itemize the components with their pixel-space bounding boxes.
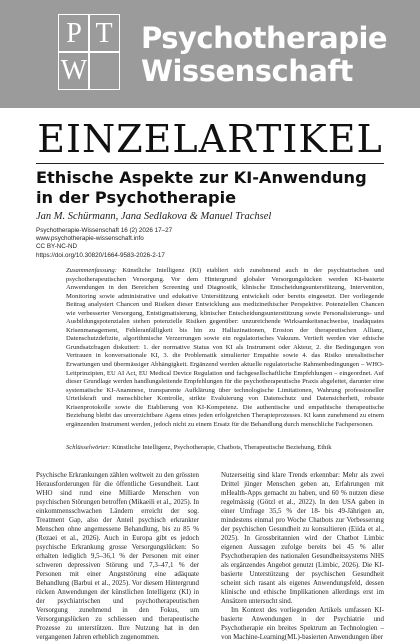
body-paragraph: Psychische Erkrankungen zählen weltweit zu den grössten Herausforderungen für die öffentliche Gesundheit. Laut WHO sind rund eine Milliarde Menschen von psychischen Störungen betroffen (Mikaeili et al., 2025). In einkommensschwachen Ländern erreicht der sog. Treatment Gap, also der Anteil psychisch erkrankter Menschen ohne angemessene Behandlung, bis zu 85 % (Rezaei et al., 2026). Auch in Europa gibt es jedoch psychische Erkrankung grosse Versorgungslücken: So erhalten lediglich 9,5–36,1 % der Personen mit einer schweren depressiven Störung und 7,3–47,1 % der Personen mit einer Angststörung eine adäquate Behandlung (Barbui et al., 2025). Vor diesem Hintergrund rücken Anwendungen der künstlichen Intelligenz (KI) in der psychiatrischen und psychotherapeutischen Versorgung zunehmend in den Fokus, um Versorgungslücken zu schliessen und therapeutische Prozesse zu unterstützen. Ihre Nutzung hat in den vergangenen Jahren erheblich zugenommen. — [36, 471, 199, 641]
meta-website-link[interactable]: www.psychotherapie-wissenschaft.info — [36, 235, 144, 243]
journal-header — [0, 0, 420, 108]
abstract — [66, 267, 384, 429]
journal-title-line2: Wissenschaft — [141, 54, 353, 88]
meta-citation: Psychotherapie-Wissenschaft 16 (2) 2026 17–27 — [36, 227, 173, 234]
logo-divider-horizontal — [59, 51, 119, 53]
body-paragraph: Nutzerseitig sind klare Trends erkennbar: Mehr als zwei Drittel jünger Menschen geben an, Erfahrungen mit mHealth-Apps gemacht zu haben, und 60 % nutzen diese regelmässig (Götzl et al., 2022). In den USA gaben in einer Umfrage 35,5 % der 18- bis 49-Jährigen an, mindestens einmal pro Woche Chatbots zur Verbesserung der psychischen Gesundheit zu konsultieren (Eiida et al., 2025). In Grossbritannien wird der Chatbot Limbic eigenen Aussagen zufolge bereits bei 45 % aller Psychotherapien des nationalen Gesundheitssystems NHS als ergänzendes Angebot genutzt (Limbic, 2026). Die KI-basierte Unterstützung der psychischen Gesundheit scheint sich rasant als eigenes Anwendungsfeld, dessen klinische und ethische Implikationen allerdings erst im Ansätzen untersucht sind. — [221, 471, 384, 605]
section-banner: EINZELARTIKEL — [37, 117, 383, 161]
body-column-right — [221, 471, 384, 642]
keywords — [66, 444, 384, 453]
article-title: Ethische Aspekte zur KI-Anwendung in der Psychotherapie — [36, 168, 367, 207]
body-paragraph: Im Kontext des vorliegenden Artikels umfassen KI-basierte Anwendungen in der Psychiatrie und Psychotherapie ein breites Spektrum an Technologien – von Machine-Learning(ML)-basierten Anwendungen über — [221, 606, 384, 641]
logo-letter-w: W — [60, 55, 88, 86]
abstract-label: Zusammenfassung: — [66, 267, 117, 274]
top-divider — [36, 163, 384, 164]
logo-letter-empty — [89, 52, 119, 89]
body-column-left — [36, 471, 199, 642]
keywords-text: Künstliche Intelligenz, Psychotherapie, Chatbots, Therapeutische Beziehung, Ethik — [111, 444, 332, 451]
journal-title-line1: Psychotherapie — [141, 21, 388, 55]
logo-letter-p: P — [66, 18, 82, 49]
journal-logo — [58, 14, 120, 90]
keywords-label: Schlüsselwörter: — [66, 444, 111, 451]
meta-doi-link[interactable]: https://doi.org/10.30820/1664-9583-2026-2-17 — [36, 251, 165, 259]
abstract-text: Künstliche Intelligenz (KI) etabliert sich zunehmend auch in der psychiatrischen und psychotherapeutischen Versorgung. Vor dem Hintergrund globaler Versorgungslücken werden KI-basierte Anwendungen in den Bereichen Screening und Diagnostik, klinische Entscheidungsunterstützung, Intervention, Monitoring sowie administrative und edukative Unterstützung entwickelt oder bereits eingesetzt. Der vorliegende Beitrag analysiert Chancen und Risiken dieser Entwicklung aus medizinethischer Perspektive. Potenziellen Chancen wie verbesserter Versorgung, Entstigmatisierung, klinischer Entscheidungsunterstützung sowie Personalisierungs- und Ausbildungspotenzialen stehen potenzielle Risiken gegenüber: unzureichende Wirksamkeitsnachweise, inadäquates Krisenmanagement, Fehleranfälligkeit bis hin zu Halluzinationen, Erosion der therapeutischen Allianz, Datenschutzdefizite, algorithmische Verzerrungen sowie ein regulatorisches Vakuum. Vertieft werden vier ethische Grundsatzfragen diskutiert: 1. der normative Status von KI als Instrument oder Akteur, 2. die Bedingungen von Vertrauen in konversationale KI, 3. die Problematik simulierter Empathie sowie 4. das Risiko unrealistischer Erwartungen und übermässiger Abhängigkeit. Ergänzend werden aktuelle regulatorische Rahmenbedingungen – WHO-Leitprinzipien, EU AI Act, EU Medical Device Regulation und fachgesellschaftliche Empfehlungen – eingeordnet. Auf dieser Grundlage werden handlungsleitende Empfehlungen für die psychotherapeutische Praxis abgeleitet, darunter eine systematische KI-Anamnese, transparente Aufklärung über technologische Limitationen, Wahrung professioneller Urteilskraft und menschlicher Kontrolle, strikte Evaluierung von Datenschutz und Datensicherheit, robuste Krisenprotokolle sowie die Etablierung von KI-Kompetenz. Die authentische und empathische therapeutische Beziehung bleibt das unverzichtbare Agens eines jeden erfolgreichen Therapieprozesses. KI kann zunehmend zu einem ergänzenden Instrument werden, jedoch nicht zu einem Ersatz für die Behandlung durch menschliche Fachpersonen. — [66, 267, 384, 428]
logo-letter-t: T — [95, 18, 113, 49]
article-authors: Jan M. Schürmann, Jana Sedlakova & Manuel Trachsel — [36, 211, 272, 222]
meta-license: CC BY-NC-ND — [36, 243, 78, 251]
article-meta — [36, 227, 172, 260]
